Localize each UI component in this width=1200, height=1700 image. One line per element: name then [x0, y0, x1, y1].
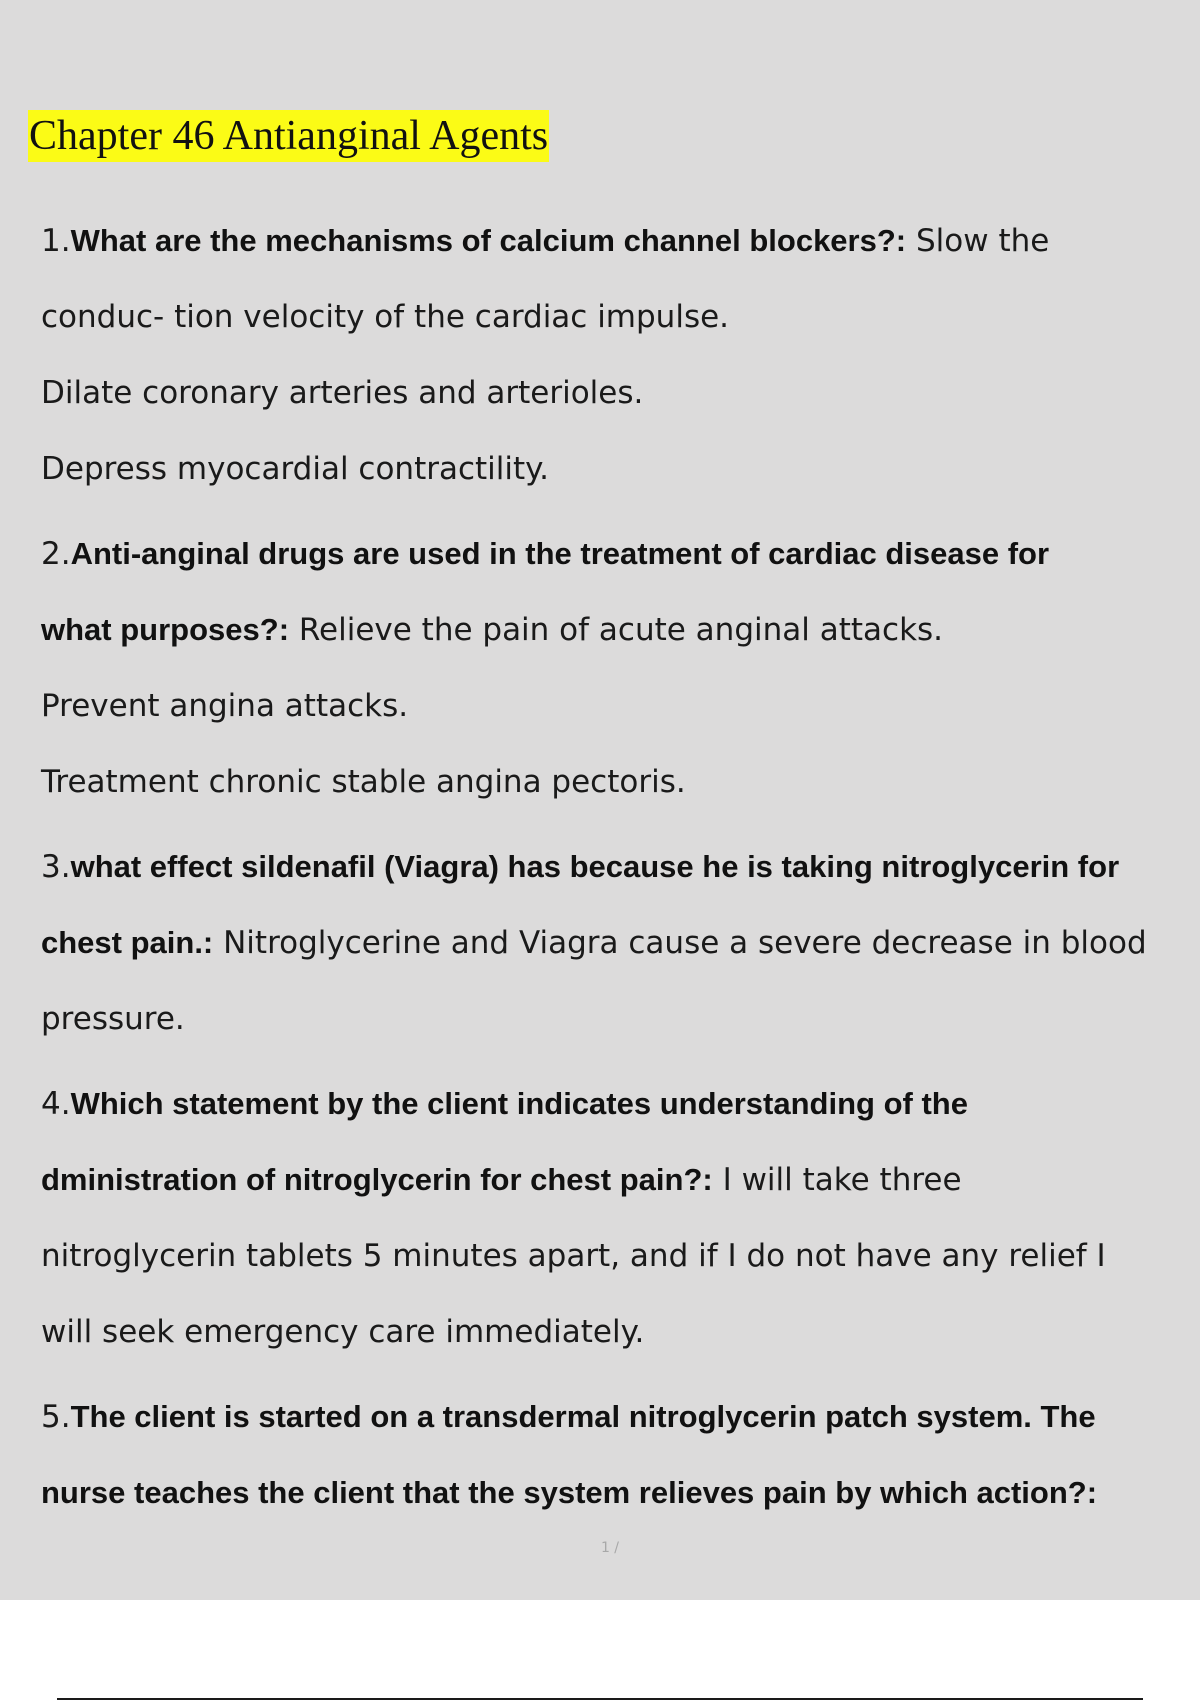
text-line [41, 516, 1191, 592]
question-text: what effect sildenafil (Viagra) has because he is taking nitroglycerin for [70, 849, 1120, 884]
text-line [41, 668, 1191, 744]
answer-text: nitroglycerin tablets 5 minutes apart, and if I do not have any relief I [41, 1238, 1106, 1274]
answer-text: will seek emergency care immediately. [41, 1314, 645, 1350]
text-line [41, 1142, 1191, 1218]
question-item [41, 203, 1191, 507]
text-line [41, 1218, 1191, 1294]
question-text: The client is started on a transdermal nitroglycerin patch system. The [70, 1399, 1096, 1434]
question-number: 5. [41, 1399, 71, 1435]
answer-text: I will take three [712, 1162, 962, 1198]
answer-text: Prevent angina attacks. [41, 688, 409, 724]
question-number: 4. [41, 1086, 71, 1122]
chapter-title: Chapter 46 Antianginal Agents [28, 110, 549, 162]
question-item [41, 516, 1191, 820]
answer-text: pressure. [41, 1001, 185, 1037]
answer-text: Nitroglycerine and Viagra cause a severe decrease in blood [213, 925, 1147, 961]
text-line [41, 1379, 1191, 1455]
text-line [41, 744, 1191, 820]
text-line [41, 829, 1191, 905]
question-text: Anti-anginal drugs are used in the treatment of cardiac disease for [70, 536, 1050, 571]
question-text: chest pain.: [41, 925, 214, 960]
answer-text: Slow the [906, 223, 1050, 259]
question-item [41, 1379, 1191, 1531]
question-list [41, 203, 1191, 1540]
text-line [41, 592, 1191, 668]
answer-text: conduc- tion velocity of the cardiac impulse. [41, 299, 730, 335]
text-line [41, 1066, 1191, 1142]
question-text: dministration of nitroglycerin for chest pain?: [41, 1162, 713, 1197]
answer-text: Dilate coronary arteries and arterioles. [41, 375, 644, 411]
question-item [41, 1066, 1191, 1370]
text-line [41, 1455, 1191, 1531]
text-line [41, 1294, 1191, 1370]
question-text: Which statement by the client indicates understanding of the [70, 1086, 968, 1121]
question-text: nurse teaches the client that the system relieves pain by which action?: [41, 1475, 1098, 1510]
page-number: 1 / [600, 1540, 620, 1556]
text-line [41, 279, 1191, 355]
answer-text: Treatment chronic stable angina pectoris. [41, 764, 686, 800]
text-line [41, 203, 1191, 279]
answer-text: Depress myocardial contractility. [41, 451, 549, 487]
question-item [41, 829, 1191, 1057]
text-line [41, 355, 1191, 431]
question-text: what purposes?: [41, 612, 290, 647]
question-number: 3. [41, 849, 71, 885]
answer-text: Relieve the pain of acute anginal attacks. [289, 612, 944, 648]
text-line [41, 431, 1191, 507]
question-number: 2. [41, 536, 71, 572]
text-line [41, 905, 1191, 981]
question-number: 1. [41, 223, 71, 259]
text-line [41, 981, 1191, 1057]
question-text: What are the mechanisms of calcium channel blockers?: [70, 223, 907, 258]
